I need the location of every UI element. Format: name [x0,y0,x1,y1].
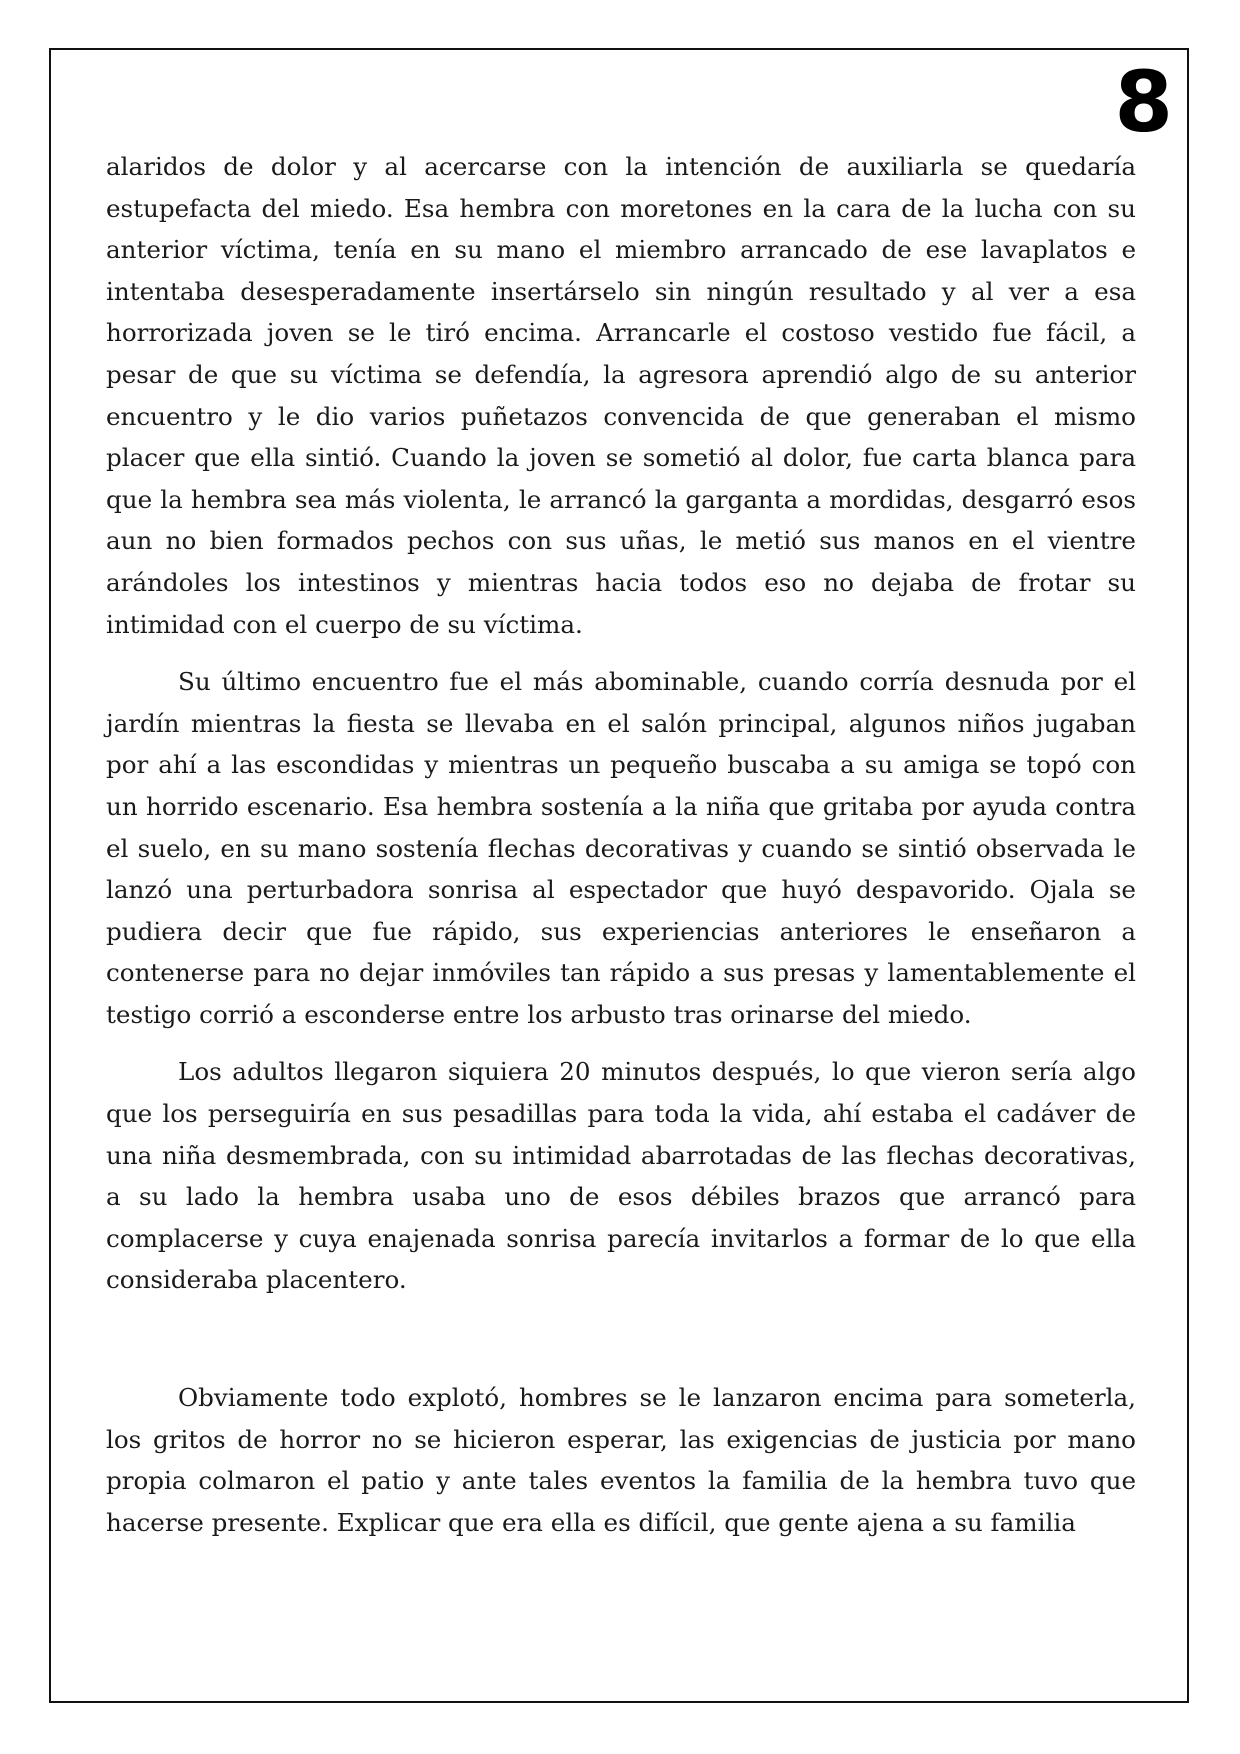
paragraph-continued: alaridos de dolor y al acercarse con la intención de auxiliarla se quedaría estupefacta del miedo. Esa hembra con moretones en la cara de la lucha con su anterior víctima, tenía en su mano el miembro arrancado de ese lavaplatos e intentaba desesperadamente insertárselo sin ningún resultado y al ver a esa horrorizada joven se le tiró encima. Arrancarle el costoso vestido fue fácil, a pesar de que su víctima se defendía, la agresora aprendió algo de su anterior encuentro y le dio varios puñetazos convencida de que generaban el mismo placer que ella sintió. Cuando la joven se sometió al dolor, fue carta blanca para que la hembra sea más violenta, le arrancó la garganta a mordidas, desgarró esos aun no bien formados pechos con sus uñas, le metió sus manos en el vientre arándoles los intestinos y mientras hacia todos eso no dejaba de frotar su intimidad con el cuerpo de su víctima. [106,152,1136,639]
paragraph: Su último encuentro fue el más abominable, cuando corría desnuda por el jardín mientras la fiesta se llevaba en el salón principal, algunos niños jugaban por ahí a las escondidas y mientras un pequeño buscaba a su amiga se topó con un horrido escenario. Esa hembra sostenía a la niña que gritaba por ayuda contra el suelo, en su mano sostenía flechas decorativas y cuando se sintió observada le lanzó una perturbadora sonrisa al espectador que huyó despavorido. Ojala se pudiera decir que fue rápido, sus experiencias anteriores le enseñaron a contenerse para no dejar inmóviles tan rápido a sus presas y lamentablemente el testigo corrió a esconderse entre los arbusto tras orinarse del miedo. [106,667,1136,1029]
body-text [106,146,1136,1559]
paragraph: Los adultos llegaron siquiera 20 minutos después, lo que vieron sería algo que los perseguiría en sus pesadillas para toda la vida, ahí estaba el cadáver de una niña desmembrada, con su intimidad abarrotadas de las flechas decorativas, a su lado la hembra usaba uno de esos débiles brazos que arrancó para complacerse y cuya enajenada sonrisa parecía invitarlos a formar de lo que ella consideraba placentero. [106,1057,1136,1295]
page-number: 8 [1114,53,1173,151]
page-frame [49,48,1189,1703]
paragraph: Obviamente todo explotó, hombres se le lanzaron encima para someterla, los gritos de horror no se hicieron esperar, las exigencias de justicia por mano propia colmaron el patio y ante tales eventos la familia de la hembra tuvo que hacerse presente. Explicar que era ella es difícil, que gente ajena a su familia [106,1383,1136,1537]
